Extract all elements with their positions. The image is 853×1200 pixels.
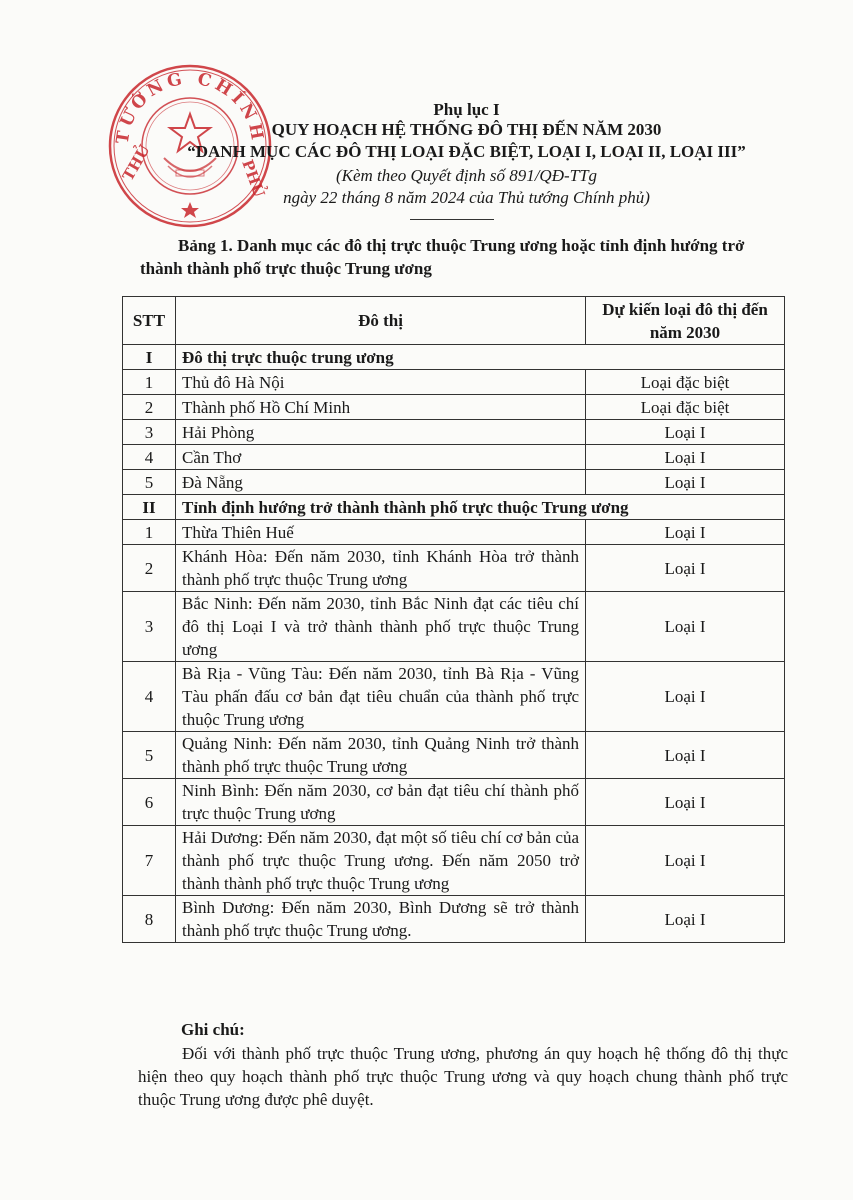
table-row xyxy=(123,732,785,779)
section-row xyxy=(123,495,785,520)
table-row xyxy=(123,470,785,495)
table-row xyxy=(123,395,785,420)
row-city: Bà Rịa - Vũng Tàu: Đến năm 2030, tỉnh Bà Rịa - Vũng Tàu phấn đấu cơ bản đạt tiêu chuẩn của thành phố trực thuộc Trung ương xyxy=(176,662,586,732)
column-header-city: Đô thị xyxy=(176,297,586,345)
decision-reference: (Kèm theo Quyết định số 891/QĐ-TTg xyxy=(335,166,598,185)
row-stt: 3 xyxy=(123,592,176,662)
document-title: QUY HOẠCH HỆ THỐNG ĐÔ THỊ ĐẾN NĂM 2030 xyxy=(271,120,662,139)
row-city: Bình Dương: Đến năm 2030, Bình Dương sẽ trở thành thành phố trực thuộc Trung ương. xyxy=(176,896,586,943)
row-stt: 5 xyxy=(123,732,176,779)
row-city: Ninh Bình: Đến năm 2030, cơ bản đạt tiêu chí thành phố trực thuộc Trung ương xyxy=(176,779,586,826)
note-body: Đối với thành phố trực thuộc Trung ương, phương án quy hoạch hệ thống đô thị thực hiện theo quy hoạch thành phố trực thuộc Trung ương và quy hoạch chung thành phố trực thuộc Trung ương được phê duyệt. xyxy=(138,1044,788,1109)
row-stt: 7 xyxy=(123,826,176,896)
row-type: Loại I xyxy=(586,445,785,470)
row-type: Loại I xyxy=(586,779,785,826)
row-stt: 3 xyxy=(123,420,176,445)
row-stt: 2 xyxy=(123,395,176,420)
row-city: Hải Phòng xyxy=(176,420,586,445)
section-number: II xyxy=(123,495,176,520)
row-city: Quảng Ninh: Đến năm 2030, tỉnh Quảng Ninh trở thành thành phố trực thuộc Trung ương xyxy=(176,732,586,779)
table-row xyxy=(123,520,785,545)
row-type: Loại I xyxy=(586,826,785,896)
table-row xyxy=(123,592,785,662)
table-row xyxy=(123,779,785,826)
table-caption: Bảng 1. Danh mục các đô thị trực thuộc Trung ương hoặc tỉnh định hướng trở thành thành phố trực thuộc Trung ương xyxy=(140,236,745,278)
table-header-row xyxy=(123,297,785,345)
row-stt: 6 xyxy=(123,779,176,826)
svg-text:THỦ: THỦ xyxy=(118,141,154,184)
cities-table xyxy=(122,296,785,943)
row-stt: 2 xyxy=(123,545,176,592)
row-city: Thừa Thiên Huế xyxy=(176,520,586,545)
svg-text:TƯỚNG CHÍNH: TƯỚNG CHÍNH xyxy=(112,68,268,146)
column-header-type: Dự kiến loại đô thị đến năm 2030 xyxy=(586,297,785,345)
row-type: Loại I xyxy=(586,732,785,779)
row-type: Loại I xyxy=(586,545,785,592)
table-row xyxy=(123,662,785,732)
row-stt: 1 xyxy=(123,520,176,545)
note-title: Ghi chú: xyxy=(181,1020,245,1039)
column-header-stt: STT xyxy=(123,297,176,345)
svg-text:PHỦ: PHỦ xyxy=(238,157,269,200)
divider xyxy=(410,219,494,220)
row-stt: 1 xyxy=(123,370,176,395)
decision-date: ngày 22 tháng 8 năm 2024 của Thủ tướng Chính phủ) xyxy=(283,188,650,207)
table-row xyxy=(123,445,785,470)
row-type: Loại đặc biệt xyxy=(586,370,785,395)
row-type: Loại I xyxy=(586,420,785,445)
table-row xyxy=(123,545,785,592)
table-row xyxy=(123,370,785,395)
row-type: Loại I xyxy=(586,520,785,545)
section-title: Đô thị trực thuộc trung ương xyxy=(176,345,785,370)
row-type: Loại I xyxy=(586,896,785,943)
table-row xyxy=(123,896,785,943)
section-row xyxy=(123,345,785,370)
row-city: Hải Dương: Đến năm 2030, đạt một số tiêu chí cơ bản của thành phố trực thuộc Trung ương. Đến năm 2050 trở thành thành phố trực thuộc Trung ương xyxy=(176,826,586,896)
appendix-label: Phụ lục I xyxy=(433,100,500,119)
row-type: Loại I xyxy=(586,662,785,732)
row-stt: 4 xyxy=(123,662,176,732)
section-title: Tỉnh định hướng trở thành thành phố trực thuộc Trung ương xyxy=(176,495,785,520)
row-type: Loại I xyxy=(586,592,785,662)
table-row xyxy=(123,420,785,445)
row-city: Thủ đô Hà Nội xyxy=(176,370,586,395)
row-stt: 5 xyxy=(123,470,176,495)
section-number: I xyxy=(123,345,176,370)
document-subtitle: “DANH MỤC CÁC ĐÔ THỊ LOẠI ĐẶC BIỆT, LOẠI I, LOẠI II, LOẠI III” xyxy=(187,142,746,161)
row-type: Loại đặc biệt xyxy=(586,395,785,420)
row-city: Đà Nẵng xyxy=(176,470,586,495)
row-stt: 8 xyxy=(123,896,176,943)
row-city: Khánh Hòa: Đến năm 2030, tỉnh Khánh Hòa trở thành thành phố trực thuộc Trung ương xyxy=(176,545,586,592)
row-city: Bắc Ninh: Đến năm 2030, tỉnh Bắc Ninh đạt các tiêu chí đô thị Loại I và trở thành thành phố trực thuộc Trung ương xyxy=(176,592,586,662)
row-stt: 4 xyxy=(123,445,176,470)
row-type: Loại I xyxy=(586,470,785,495)
row-city: Thành phố Hồ Chí Minh xyxy=(176,395,586,420)
table-row xyxy=(123,826,785,896)
row-city: Cần Thơ xyxy=(176,445,586,470)
